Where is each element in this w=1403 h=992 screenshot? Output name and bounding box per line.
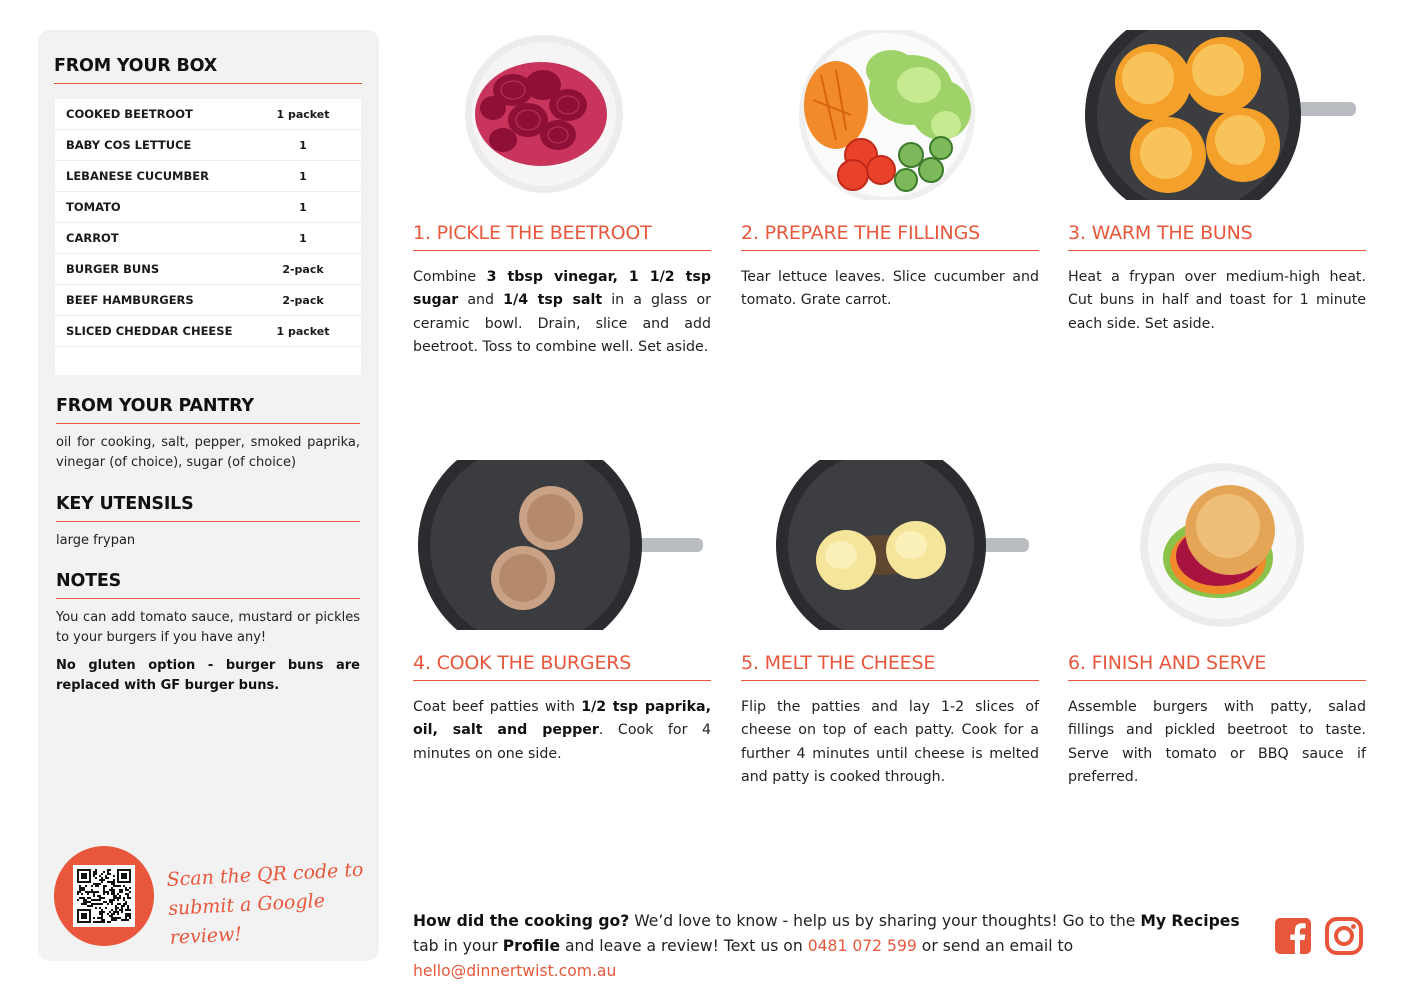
step-6-title: 6. FINISH AND SERVE — [1068, 652, 1366, 681]
ingredient-qty: 2-pack — [282, 262, 324, 276]
ingredient-name: SLICED CHEDDAR CHEESE — [66, 324, 233, 338]
step-4-body — [413, 696, 711, 766]
bold-text: 1/2 tsp paprika, oil, salt and pepper — [413, 699, 711, 739]
ingredient-row — [55, 161, 361, 192]
text-run: and — [458, 292, 504, 309]
ingredient-name: BURGER BUNS — [66, 262, 160, 276]
utensils-text: large frypan — [56, 533, 136, 548]
ingredients-sidebar — [38, 30, 379, 961]
salad-fillings-image — [741, 30, 1039, 200]
ingredient-row — [55, 192, 361, 223]
contact-link[interactable]: 0481 072 599 — [807, 937, 917, 955]
step-6-body — [1068, 696, 1366, 789]
ingredient-row — [55, 223, 361, 254]
text-run: Combine — [413, 269, 487, 285]
from-your-box-heading: FROM YOUR BOX — [54, 56, 362, 84]
text-run: or send an email to — [916, 937, 1074, 955]
step-2-body — [741, 266, 1039, 313]
ingredient-name: LEBANESE CUCUMBER — [66, 169, 209, 183]
ingredient-qty: 1 — [299, 169, 307, 183]
ingredient-name: COOKED BEETROOT — [66, 107, 193, 121]
text-run: Coat beef patties with — [413, 699, 582, 715]
ingredient-qty: 2-pack — [282, 293, 324, 307]
cheese-melting-image — [741, 460, 1039, 630]
step-3-body — [1068, 266, 1366, 336]
text-run: tab in your — [413, 937, 503, 955]
text-run: Heat a frypan over medium-high heat. Cut buns in half and toast for 1 minute each side. Set aside. — [1068, 269, 1366, 332]
bold-text: How did the cooking go? — [413, 912, 630, 930]
ingredient-qty: 1 — [299, 231, 307, 245]
qr-badge — [54, 846, 154, 946]
notes-gluten-text: No gluten option - burger buns are replaced with GF burger buns. — [56, 658, 360, 693]
ingredient-name: BABY COS LETTUCE — [66, 138, 192, 152]
from-your-pantry-heading: FROM YOUR PANTRY — [56, 396, 360, 424]
instagram-icon[interactable] — [1325, 917, 1363, 955]
key-utensils-heading: KEY UTENSILS — [56, 494, 360, 522]
ingredient-qty: 1 — [299, 200, 307, 214]
notes-section — [56, 571, 360, 696]
beetroot-bowl-image — [413, 30, 711, 200]
ingredient-name: CARROT — [66, 231, 119, 245]
patties-in-frypan-image — [413, 460, 711, 630]
text-run: Assemble burgers with patty, salad fillings and pickled beetroot to taste. Serve with tomato or BBQ sauce if preferred. — [1068, 699, 1366, 785]
ingredient-qty: 1 packet — [276, 324, 330, 338]
qr-caption-line-2: submit a Google review! — [167, 889, 326, 949]
ingredient-qty: 1 packet — [276, 107, 330, 121]
text-run: Flip the patties and lay 1-2 slices of cheese on top of each patty. Cook for a further 4 minutes until cheese is melted and patty is cooked through. — [741, 699, 1039, 785]
qr-caption — [166, 856, 370, 953]
text-run: Tear lettuce leaves. Slice cucumber and tomato. Grate carrot. — [741, 269, 1039, 309]
contact-link[interactable]: hello@dinnertwist.com.au — [413, 962, 617, 980]
ingredient-row — [55, 99, 361, 130]
step-3-title: 3. WARM THE BUNS — [1068, 222, 1366, 251]
bold-text: 1/4 tsp salt — [503, 292, 603, 309]
ingredient-name: BEEF HAMBURGERS — [66, 293, 194, 307]
text-run: . Cook for 4 minutes on one side. — [413, 722, 711, 762]
buns-in-frypan-image — [1068, 30, 1366, 200]
step-2-title: 2. PREPARE THE FILLINGS — [741, 222, 1039, 251]
text-run: in a glass or ceramic bowl. Drain, slice and add beetroot. Toss to combine well. Set aside. — [413, 292, 711, 355]
pantry-text: oil for cooking, salt, pepper, smoked paprika, vinegar (of choice), sugar (of choice) — [56, 435, 360, 470]
bold-text: My Recipes — [1140, 912, 1240, 930]
text-run: and leave a review! Text us on — [560, 937, 808, 955]
step-1-title: 1. PICKLE THE BEETROOT — [413, 222, 711, 251]
ingredient-qty: 1 — [299, 138, 307, 152]
finished-burger-image — [1068, 460, 1366, 630]
notes-heading: NOTES — [56, 571, 360, 599]
ingredient-name: TOMATO — [66, 200, 121, 214]
text-run: We’d love to know - help us by sharing your thoughts! Go to the — [629, 912, 1141, 930]
step-4-title: 4. COOK THE BURGERS — [413, 652, 711, 681]
ingredient-row — [55, 285, 361, 316]
qr-caption-line-1: Scan the QR code to — [166, 858, 364, 891]
from-your-pantry-section — [56, 396, 360, 473]
notes-text: You can add tomato sauce, mustard or pickles to your burgers if you have any! — [56, 610, 360, 645]
bold-text: Profile — [502, 937, 561, 955]
ingredients-table — [55, 99, 361, 375]
ingredient-row — [55, 316, 361, 347]
from-your-box-section — [54, 56, 362, 84]
step-5-body — [741, 696, 1039, 789]
step-1-body — [413, 266, 711, 359]
bold-text: 3 tbsp vinegar, 1 1/2 tsp sugar — [413, 269, 711, 309]
facebook-icon[interactable] — [1274, 917, 1312, 955]
ingredient-row — [55, 130, 361, 161]
qr-code-icon[interactable] — [73, 865, 135, 927]
feedback-footer — [413, 909, 1263, 984]
ingredient-row — [55, 254, 361, 285]
step-5-title: 5. MELT THE CHEESE — [741, 652, 1039, 681]
key-utensils-section — [56, 494, 360, 551]
